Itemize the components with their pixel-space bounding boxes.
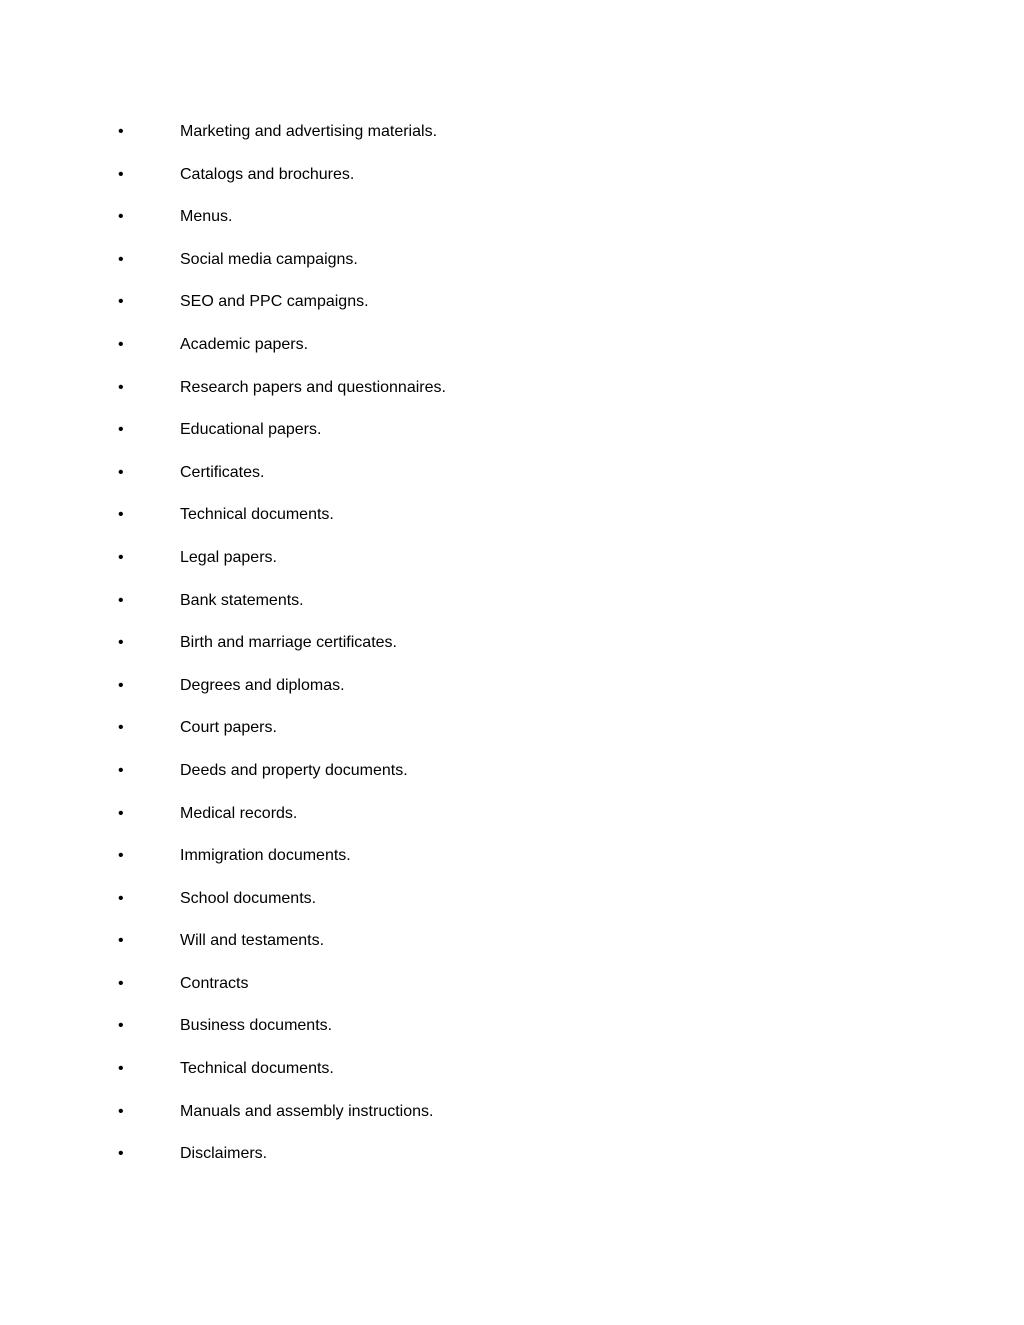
list-item	[118, 119, 446, 162]
bullet-icon: •	[118, 1102, 124, 1120]
bullet-icon: •	[118, 804, 124, 822]
bullet-icon: •	[118, 889, 124, 907]
bullet-icon: •	[118, 293, 124, 311]
list-item-label: Academic papers.	[180, 335, 309, 353]
list-item	[118, 715, 446, 758]
bullet-icon: •	[118, 421, 124, 439]
list-item-label: Business documents.	[180, 1017, 333, 1035]
list-item	[118, 204, 446, 247]
bullet-icon: •	[118, 506, 124, 524]
bullet-icon: •	[118, 974, 124, 992]
list-item-label: Certificates.	[180, 463, 265, 481]
list-item	[118, 332, 446, 375]
list-item-label: School documents.	[180, 889, 317, 907]
list-item-label: Manuals and assembly instructions.	[180, 1102, 434, 1120]
list-item	[118, 928, 446, 971]
list-item-label: Catalogs and brochures.	[180, 165, 355, 183]
list-item	[118, 971, 446, 1014]
list-item-label: Bank statements.	[180, 591, 304, 609]
bullet-icon: •	[118, 1145, 124, 1163]
list-item	[118, 375, 446, 418]
list-item-label: Technical documents.	[180, 1060, 334, 1078]
list-item	[118, 545, 446, 588]
list-item-label: Research papers and questionnaires.	[180, 378, 446, 396]
list-item	[118, 801, 446, 844]
bullet-icon: •	[118, 761, 124, 779]
bullet-icon: •	[118, 250, 124, 268]
list-item-label: Deeds and property documents.	[180, 761, 408, 779]
list-item	[118, 588, 446, 631]
bullet-icon: •	[118, 208, 124, 226]
list-item-label: Menus.	[180, 208, 233, 226]
list-item-label: Will and testaments.	[180, 932, 325, 950]
bullet-icon: •	[118, 591, 124, 609]
list-item	[118, 460, 446, 503]
bullet-icon: •	[118, 1017, 124, 1035]
list-item-label: Disclaimers.	[180, 1145, 268, 1163]
list-item	[118, 502, 446, 545]
bullet-list	[118, 119, 446, 1184]
bullet-icon: •	[118, 634, 124, 652]
list-item	[118, 886, 446, 929]
bullet-icon: •	[118, 548, 124, 566]
list-item	[118, 247, 446, 290]
list-item	[118, 417, 446, 460]
bullet-icon: •	[118, 932, 124, 950]
list-item	[118, 162, 446, 205]
bullet-icon: •	[118, 719, 124, 737]
list-item	[118, 1013, 446, 1056]
bullet-icon: •	[118, 378, 124, 396]
list-item-label: Birth and marriage certificates.	[180, 634, 397, 652]
list-item-label: Educational papers.	[180, 421, 322, 439]
list-item-label: Technical documents.	[180, 506, 334, 524]
list-item	[118, 1141, 446, 1184]
list-item-label: Court papers.	[180, 719, 277, 737]
bullet-icon: •	[118, 123, 124, 140]
list-item-label: Immigration documents.	[180, 847, 351, 865]
bullet-icon: •	[118, 335, 124, 353]
list-item	[118, 673, 446, 716]
list-item-label: Legal papers.	[180, 548, 277, 566]
list-item	[118, 630, 446, 673]
list-item	[118, 843, 446, 886]
list-item	[118, 758, 446, 801]
list-item-label: Social media campaigns.	[180, 250, 358, 268]
list-item-label: Marketing and advertising materials.	[180, 123, 438, 140]
list-item-label: Contracts	[180, 974, 249, 992]
bullet-icon: •	[118, 847, 124, 865]
list-item	[118, 1099, 446, 1142]
bullet-icon: •	[118, 676, 124, 694]
list-item-label: SEO and PPC campaigns.	[180, 293, 369, 311]
list-item-label: Medical records.	[180, 804, 298, 822]
bullet-icon: •	[118, 463, 124, 481]
bullet-icon: •	[118, 165, 124, 183]
list-item-label: Degrees and diplomas.	[180, 676, 345, 694]
bullet-icon: •	[118, 1060, 124, 1078]
list-item	[118, 289, 446, 332]
list-item	[118, 1056, 446, 1099]
